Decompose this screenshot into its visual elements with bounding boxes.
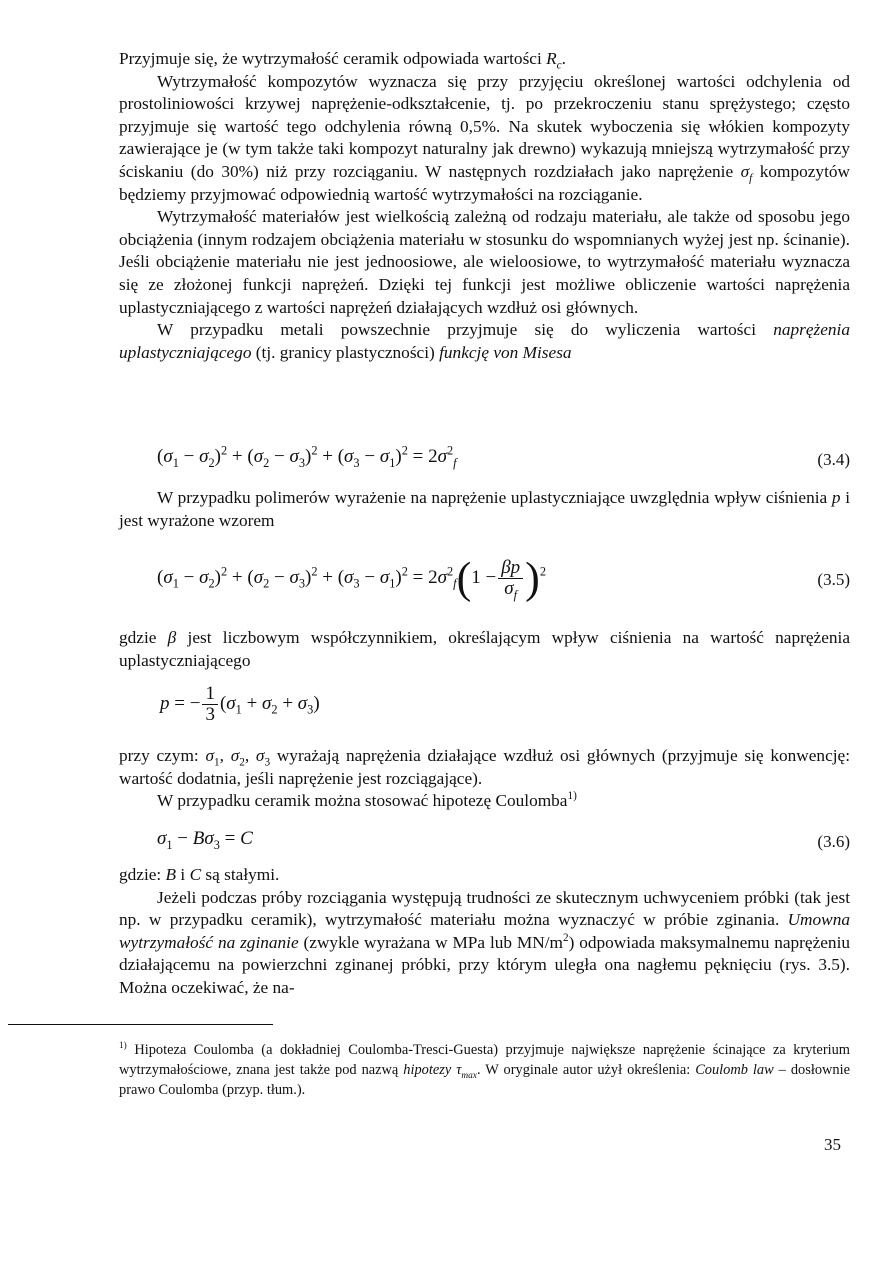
text-block-4 — [119, 745, 850, 813]
equation-pressure — [160, 684, 853, 734]
paragraph-ceramics-strength: Przyjmuje się, że wytrzymałość ceramik odpowiada wartości $R_c$. — [119, 49, 566, 72]
equation-3-6-number: (3.6) — [817, 832, 850, 851]
text-block-5 — [119, 864, 850, 1000]
paragraph-bending: Jeżeli podczas próby rozciągania występują trudności ze skutecznym uchwyceniem próbki (tak jest np. w przypadku ceramik), wytrzymałość materiału można wyznaczyć w próbie zginania. Umowna wytrzymałość na zginanie (zwykle wyrażana w MPa lub $MN/m^2$) odpowiada maksymalnemu naprężeniu działającemu na powierzchni zginanej próbki, przy którym uległa ona nagłemu pęknięciu (rys. 3.5). Można oczekiwać, że na- — [119, 887, 851, 997]
paragraph-constants: gdzie: B i C są stałymi. — [119, 865, 280, 884]
paragraph-principal-stresses: przy czym: $\sigma_1$, $\sigma_2$, $\sigma_3$ wyrażają naprężenia działające wzdłuż osi głównych (przyjmuje się konwencję: wartość dodatnia, jeśli naprężenie jest rozciągające). — [119, 746, 851, 788]
footnote-ref: 1) — [567, 790, 577, 803]
paragraph-von-mises: W przypadku metali powszechnie przyjmuje się do wyliczenia wartości naprężenia uplastyczniającego (tj. granicy plastyczności) funkcję von Misesa — [119, 320, 850, 362]
equation-pressure-formula: p = − $\frac{1}{3}$ $(\sigma_1 + \sigma_2 + \sigma_3)$ — [160, 683, 320, 725]
paragraph-polymers: W przypadku polimerów wyrażenie na naprężenie uplastyczniające uwzględnia wpływ ciśnienia p i jest wyrażone wzorem — [119, 488, 850, 530]
equation-3-5-formula: $(\sigma_1 - \sigma_2)^2 + (\sigma_2 - \sigma_3)^2 + (\sigma_3 - \sigma_1)^2 = 2\sigma^2_f(1$ − $\frac{\beta p}{\sigma_f}$ )$^2$ — [157, 553, 546, 603]
paragraph-coulomb: W przypadku ceramik można stosować hipotezę Coulomba$^{1)}$ — [157, 790, 577, 811]
paragraph-composites: Wytrzymałość kompozytów wyznacza się przy przyjęciu określonej wartości odchylenia od prostoliniowości krzywej naprężenie-odkształcenie, tj. po przekroczeniu stanu sprężystego; często przyjmuje się wartość tego odchylenia równą 0,5%. Na skutek wyboczenia się włókien kompozyty zawierające je (w tym także taki kompozyt naturalny jak drewno) wykazują mniejszą wytrzymałość przy ściskaniu (do 30%) niż przy rozciąganiu. W następnych rozdziałach jako naprężenie $\sigma_f$ kompozytów będziemy przyjmować odpowiednią wartość wytrzymałości na rozciąganie. — [119, 71, 850, 204]
equation-3-6-formula: $\sigma_1 - B\sigma_3 = C$ — [157, 828, 253, 852]
text-block-1 — [119, 48, 850, 364]
equation-3-4-number: (3.4) — [817, 450, 850, 469]
equation-3-4-formula: $(\sigma_1 - \sigma_2)^2 + (\sigma_2 - \sigma_3)^2 + (\sigma_3 - \sigma_1)^2 = 2\sigma^2_f$ — [157, 443, 457, 470]
page-number: 35 — [824, 1135, 841, 1154]
text-block-2 — [119, 487, 850, 532]
equation-3-5-number: (3.5) — [817, 570, 850, 589]
equation-3-4 — [157, 443, 850, 480]
footnote: $^{1)}$ Hipoteza Coulomba (a dokładniej Coulomba-Tresci-Guesta) przyjmuje największe naprężenie ścinające za kryterium wytrzymałościowe, znana jest także pod nazwą hipotezy $\tau_{max}$. W oryginale autor użył określenia: Coulomb law – dosłownie prawo Coulomba (przyp. tłum.). — [119, 1041, 850, 1098]
paragraph-material-strength: Wytrzymałość materiałów jest wielkością zależną od rodzaju materiału, ale także od sposobu jego obciążenia (innym rodzajem obciążenia materiału w stosunku do wspomnianych wyżej jest np. ścinanie). Jeśli obciążenie materiału nie jest jednoosiowe, ale wieloosiowe, to wytrzymałość materiału wyznacza się ze złożonej funkcji naprężeń. Dzięki tej funkcji jest możliwe obliczenie wartości naprężenia uplastyczniającego z wartości naprężeń działających wzdłuż osi głównych. — [119, 207, 850, 317]
footnote-divider — [8, 1024, 273, 1025]
equation-3-6 — [157, 828, 850, 862]
equation-3-5 — [157, 550, 850, 610]
footnote-marker: 1) — [119, 1041, 127, 1052]
paragraph-beta: gdzie β jest liczbowym współczynnikiem, określającym wpływ ciśnienia na wartość naprężenia uplastyczniającego — [119, 628, 850, 670]
text-block-3 — [119, 627, 850, 672]
